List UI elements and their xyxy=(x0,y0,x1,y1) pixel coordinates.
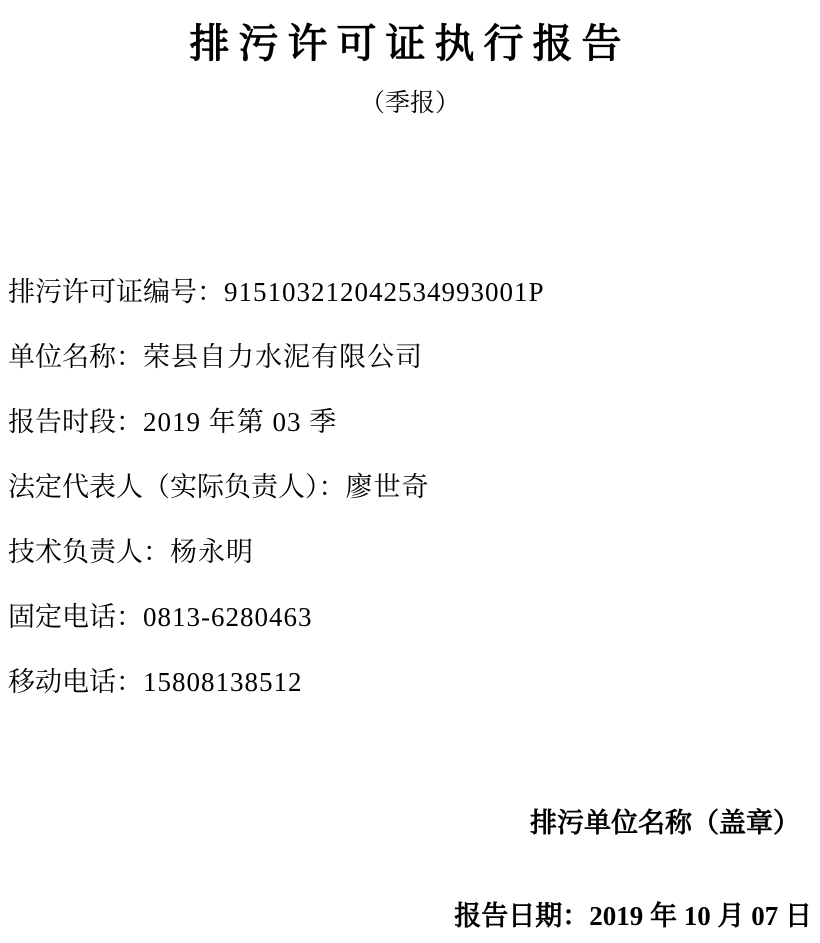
field-technical-director xyxy=(8,520,812,585)
field-mobile-phone xyxy=(8,650,812,715)
report-date-value: 2019 年 10 月 07 日 xyxy=(589,901,812,931)
mobile-phone-label: 移动电话： xyxy=(8,667,143,697)
report-period-value: 2019 年第 03 季 xyxy=(143,407,338,437)
technical-director-value: 杨永明 xyxy=(170,537,254,567)
permit-number-label: 排污许可证编号： xyxy=(8,277,224,307)
unit-seal-line: 排污单位名称（盖章） xyxy=(530,808,800,838)
technical-director-label: 技术负责人： xyxy=(8,537,170,567)
report-period-label: 报告时段： xyxy=(8,407,143,437)
landline-phone-value: 0813-6280463 xyxy=(143,602,313,632)
permit-number-value: 915103212042534993001P xyxy=(224,277,545,307)
unit-name-value: 荣县自力水泥有限公司 xyxy=(143,342,423,372)
page-subtitle: （季报） xyxy=(359,90,460,117)
report-date-label: 报告日期： xyxy=(454,901,590,931)
report-date-line xyxy=(454,894,812,933)
mobile-phone-value: 15808138512 xyxy=(143,667,303,697)
field-unit-name xyxy=(8,325,812,390)
landline-phone-label: 固定电话： xyxy=(8,602,143,632)
field-report-period xyxy=(8,390,812,455)
field-legal-representative xyxy=(8,455,812,520)
legal-representative-value: 廖世奇 xyxy=(345,472,430,502)
page-title: 排污许可证执行报告 xyxy=(189,21,631,66)
unit-name-label: 单位名称： xyxy=(8,342,143,372)
field-list xyxy=(8,260,812,715)
field-landline-phone xyxy=(8,585,812,650)
legal-representative-label: 法定代表人（实际负责人）： xyxy=(8,472,346,502)
field-permit-number xyxy=(8,260,812,325)
